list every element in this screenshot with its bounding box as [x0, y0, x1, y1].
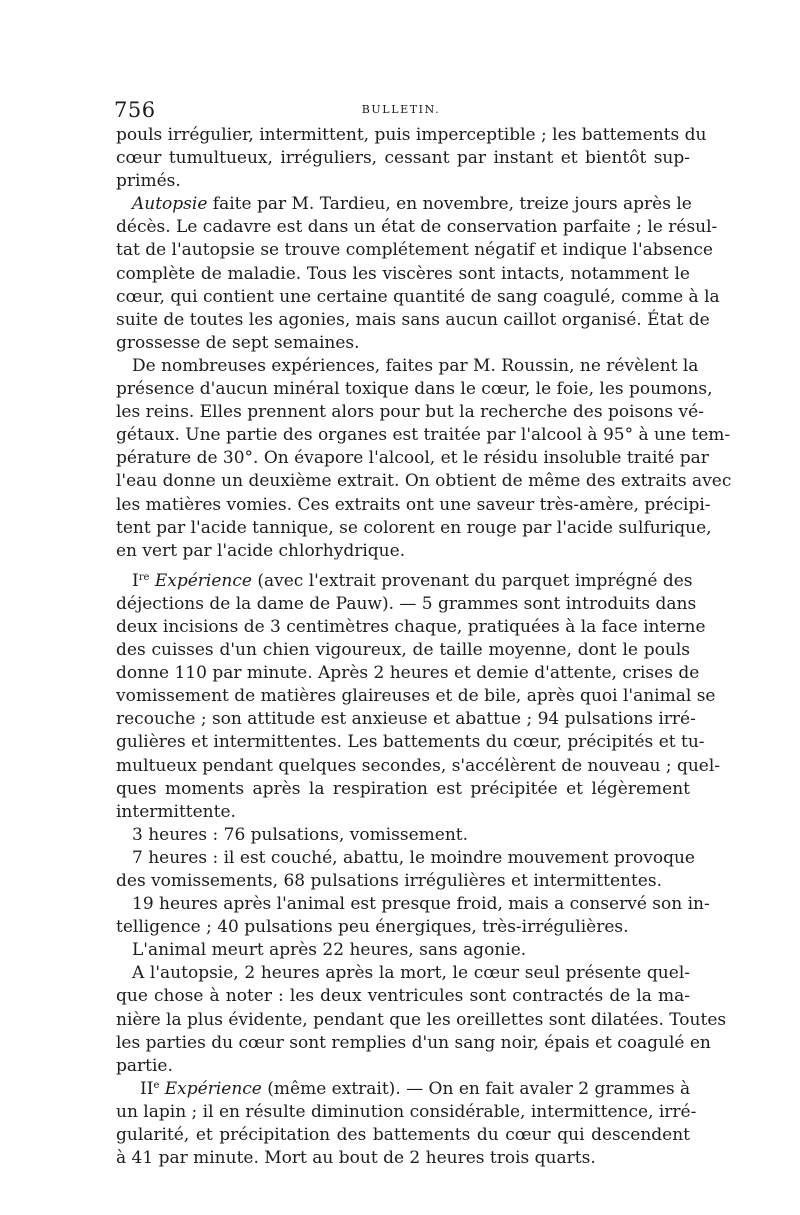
text-line: nière la plus évidente, pendant que les oreillettes sont dilatées. Toutes [116, 1009, 727, 1030]
text-line: complète de maladie. Tous les viscères sont intacts, notamment le [116, 263, 690, 284]
text-line: les matières vomies. Ces extraits ont une saveur très-amère, précipi- [116, 494, 711, 515]
text-line: intermittente. [116, 801, 236, 822]
text-line: ques moments après la respiration est précipitée et légèrement [116, 778, 690, 799]
text-line: pérature de 30°. On évapore l'alcool, et le résidu insoluble traité par [116, 448, 709, 469]
text-line: Ire Expérience (avec l'extrait provenant du parquet imprégné des [132, 570, 693, 591]
text-line: primés. [116, 171, 181, 192]
running-header [114, 98, 688, 124]
text-line: A l'autopsie, 2 heures après la mort, le cœur seul présente quel- [132, 963, 690, 984]
text-line: cœur tumultueux, irréguliers, cessant par instant et bientôt sup- [116, 148, 690, 169]
text-line: gulières et intermittentes. Les battements du cœur, précipités et tu- [116, 732, 705, 753]
text-line: suite de toutes les agonies, mais sans aucun caillot organisé. État de [116, 309, 710, 330]
experience-2-numeral: II [140, 1078, 154, 1099]
text-line: cœur, qui contient une certaine quantité de sang coagulé, comme à la [116, 286, 720, 307]
text-line: telligence ; 40 pulsations peu énergiques, très-irrégulières. [116, 917, 629, 938]
text-line: un lapin ; il en résulte diminution considérable, intermittence, irré- [116, 1101, 697, 1122]
text-line: tat de l'autopsie se trouve complétement négatif et indique l'absence [116, 240, 713, 261]
text-line: décès. Le cadavre est dans un état de conservation parfaite ; le résul- [116, 217, 718, 238]
text-line: vomissement de matières glaireuses et de bile, après quoi l'animal se [116, 686, 716, 707]
text-line: IIe Expérience (même extrait). — On en fait avaler 2 grammes à [140, 1078, 691, 1099]
text-line: 3 heures : 76 pulsations, vomissement. [132, 824, 469, 845]
text-line: des vomissements, 68 pulsations irrégulières et intermittentes. [116, 871, 662, 891]
text-line: De nombreuses expériences, faites par M. Roussin, ne révèlent la [132, 355, 699, 376]
text-line: les parties du cœur sont remplies d'un sang noir, épais et coagulé en [116, 1032, 711, 1053]
experience-2-ordinal: e [153, 1079, 160, 1091]
text-line: pouls irrégulier, intermittent, puis imperceptible ; les battements du [116, 125, 707, 145]
text-line: multueux pendant quelques secondes, s'accélèrent de nouveau ; quel- [116, 755, 721, 776]
text-line: 7 heures : il est couché, abattu, le moindre mouvement provoque [132, 847, 695, 868]
text-line: gétaux. Une partie des organes est traitée par l'alcool à 95° à une tem- [116, 425, 731, 446]
text-line: tent par l'acide tannique, se colorent en rouge par l'acide sulfurique, [116, 517, 712, 538]
body-text [116, 124, 732, 1170]
experience-1-numeral: I [132, 570, 139, 591]
text-line: L'animal meurt après 22 heures, sans agonie. [132, 940, 527, 961]
text-line: des cuisses d'un chien vigoureux, de taille moyenne, dont le pouls [116, 640, 690, 661]
text-line: grossesse de sept semaines. [116, 332, 360, 353]
text-line: 19 heures après l'animal est presque froid, mais a conservé son in- [132, 894, 710, 915]
text-line: que chose à noter : les deux ventricules sont contractés de la ma- [116, 986, 690, 1007]
text-line: les reins. Elles prennent alors pour but la recherche des poisons vé- [116, 402, 704, 423]
experience-1-ordinal: re [138, 571, 150, 583]
text-line: Autopsie faite par M. Tardieu, en novembre, treize jours après le [132, 194, 692, 215]
text-line: présence d'aucun minéral toxique dans le cœur, le foie, les poumons, [116, 379, 713, 400]
text-line: gularité, et précipitation des battements du cœur qui descendent [116, 1125, 690, 1146]
text-line: donne 110 par minute. Après 2 heures et demie d'attente, crises de [116, 663, 700, 684]
autopsie-lead: Autopsie [132, 194, 208, 215]
running-title: BULLETIN. [361, 103, 441, 116]
experience-1-lead: Expérience [154, 570, 252, 591]
page-number: 756 [114, 98, 156, 122]
text-line: deux incisions de 3 centimètres chaque, pratiquées à la face interne [116, 616, 706, 637]
text-line: partie. [116, 1055, 173, 1076]
text-line: en vert par l'acide chlorhydrique. [116, 540, 406, 561]
text-line: recouche ; son attitude est anxieuse et abattue ; 94 pulsations irré- [116, 709, 696, 730]
text-line: à 41 par minute. Mort au bout de 2 heures trois quarts. [116, 1148, 596, 1169]
experience-2-lead: Expérience [164, 1078, 262, 1099]
text-line: l'eau donne un deuxième extrait. On obtient de même des extraits avec [116, 471, 732, 492]
text-line: déjections de la dame de Pauw). — 5 grammes sont introduits dans [116, 593, 697, 614]
